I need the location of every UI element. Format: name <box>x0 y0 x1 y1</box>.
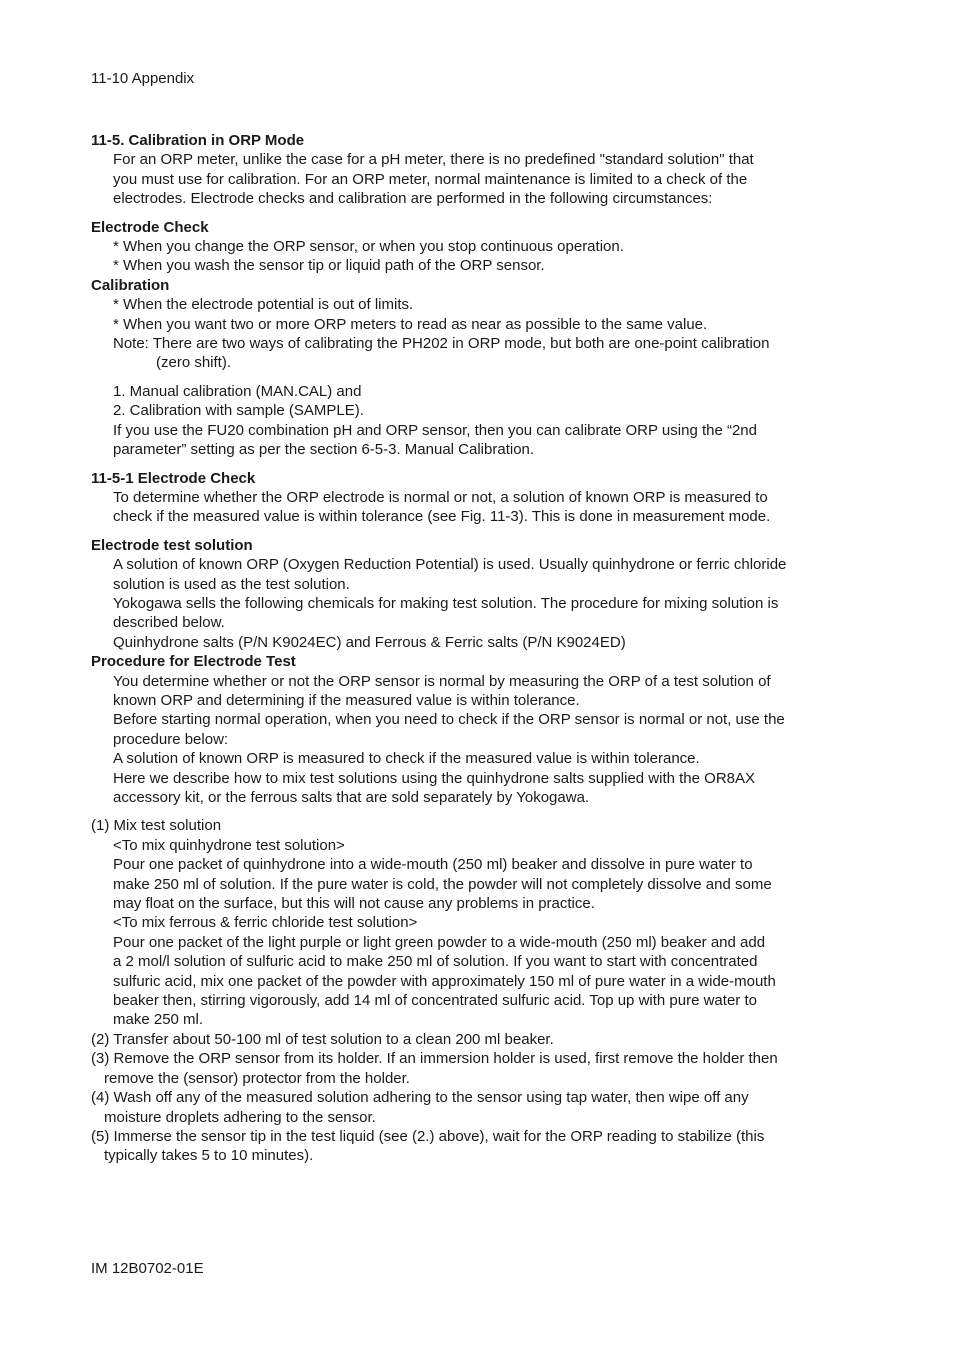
subsection-title: Electrode Check <box>91 218 209 236</box>
paragraph-line: You determine whether or not the ORP sensor is normal by measuring the ORP of a test solution of <box>113 672 771 690</box>
paragraph-line: known ORP and determining if the measured value is within tolerance. <box>113 691 580 709</box>
paragraph-line: described below. <box>113 614 225 632</box>
note-line: (zero shift). <box>156 354 232 372</box>
step-line: (3) Remove the ORP sensor from its holder. If an immersion holder is used, first remove the holder then <box>91 1050 778 1068</box>
paragraph-line: For an ORP meter, unlike the case for a pH meter, there is no predefined "standard solution" that <box>113 151 754 169</box>
step-line: (5) Immerse the sensor tip in the test liquid (see (2.) above), wait for the ORP reading to stabilize (this <box>91 1127 765 1145</box>
page-header: 11-10 Appendix <box>91 70 195 87</box>
bullet-line: * When the electrode potential is out of limits. <box>113 296 414 314</box>
paragraph-line: Pour one packet of quinhydrone into a wide-mouth (250 ml) beaker and dissolve in pure water to <box>113 856 753 874</box>
paragraph-line: may float on the surface, but this will not cause any problems in practice. <box>113 895 595 913</box>
section-title: 11-5. Calibration in ORP Mode <box>91 132 305 149</box>
page-footer: IM 12B0702-01E <box>91 1260 204 1277</box>
paragraph-line: Yokogawa sells the following chemicals for making test solution. The procedure for mixing solution is <box>113 594 779 612</box>
paragraph-line: you must use for calibration. For an ORP meter, normal maintenance is limited to a check of the <box>113 170 748 188</box>
step-line: (4) Wash off any of the measured solution adhering to the sensor using tap water, then wipe off any <box>91 1089 749 1107</box>
paragraph-line: make 250 ml. <box>113 1011 204 1029</box>
paragraph-line: make 250 ml of solution. If the pure water is cold, the powder will not completely dissolve and some <box>113 875 772 893</box>
paragraph-line: beaker then, stirring vigorously, add 14 ml of concentrated sulfuric acid. Top up with pure water to <box>113 992 757 1010</box>
page-content <box>91 131 851 1166</box>
paragraph-line: procedure below: <box>113 730 229 748</box>
paragraph-line: Before starting normal operation, when you need to check if the ORP sensor is normal or not, use the <box>113 711 785 729</box>
bullet-line: * When you wash the sensor tip or liquid path of the ORP sensor. <box>113 257 545 275</box>
subsection-title: Procedure for Electrode Test <box>91 653 296 671</box>
paragraph-line: parameter” setting as per the section 6-5-3. Manual Calibration. <box>113 441 535 459</box>
subsection-title: Electrode test solution <box>91 536 253 554</box>
subheading-line: <To mix ferrous & ferric chloride test solution> <box>113 914 418 932</box>
paragraph-line: If you use the FU20 combination pH and ORP sensor, then you can calibrate ORP using the “2nd <box>113 421 757 439</box>
paragraph-line: Quinhydrone salts (P/N K9024EC) and Ferrous & Ferric salts (P/N K9024ED) <box>113 633 626 651</box>
step-line: (1) Mix test solution <box>91 817 222 835</box>
step-line: typically takes 5 to 10 minutes). <box>104 1147 314 1165</box>
paragraph-line: A solution of known ORP is measured to check if the measured value is within tolerance. <box>113 750 700 768</box>
method-line: 2. Calibration with sample (SAMPLE). <box>113 402 364 420</box>
subsection-title: Calibration <box>91 276 170 294</box>
paragraph-line: check if the measured value is within tolerance (see Fig. 11-3). This is done in measurement mode. <box>113 508 771 526</box>
paragraph-line: Pour one packet of the light purple or light green powder to a wide-mouth (250 ml) beaker and add <box>113 933 766 951</box>
bullet-line: * When you want two or more ORP meters to read as near as possible to the same value. <box>113 315 708 333</box>
paragraph-line: electrodes. Electrode checks and calibration are performed in the following circumstances: <box>113 190 713 208</box>
subheading-line: <To mix quinhydrone test solution> <box>113 836 345 854</box>
paragraph-line: To determine whether the ORP electrode is normal or not, a solution of known ORP is measured to <box>113 488 768 506</box>
subsection-title: 11-5-1 Electrode Check <box>91 469 256 487</box>
paragraph-line: accessory kit, or the ferrous salts that are sold separately by Yokogawa. <box>113 789 590 806</box>
bullet-line: * When you change the ORP sensor, or when you stop continuous operation. <box>113 238 624 256</box>
paragraph-line: Here we describe how to mix test solutions using the quinhydrone salts supplied with the OR8AX <box>113 769 756 787</box>
paragraph-line: solution is used as the test solution. <box>113 575 350 593</box>
step-line: moisture droplets adhering to the sensor. <box>104 1108 376 1126</box>
step-line: remove the (sensor) protector from the holder. <box>104 1069 410 1087</box>
paragraph-line: A solution of known ORP (Oxygen Reduction Potential) is used. Usually quinhydrone or ferric chloride <box>113 556 787 574</box>
paragraph-line: sulfuric acid, mix one packet of the powder with approximately 150 ml of pure water in a wide-mouth <box>113 972 776 990</box>
note-line: Note: There are two ways of calibrating the PH202 in ORP mode, but both are one-point calibration <box>113 335 770 353</box>
paragraph-line: a 2 mol/l solution of sulfuric acid to make 250 ml of solution. If you want to start with concentrated <box>113 953 758 971</box>
method-line: 1. Manual calibration (MAN.CAL) and <box>113 382 362 400</box>
step-line: (2) Transfer about 50-100 ml of test solution to a clean 200 ml beaker. <box>91 1030 554 1048</box>
